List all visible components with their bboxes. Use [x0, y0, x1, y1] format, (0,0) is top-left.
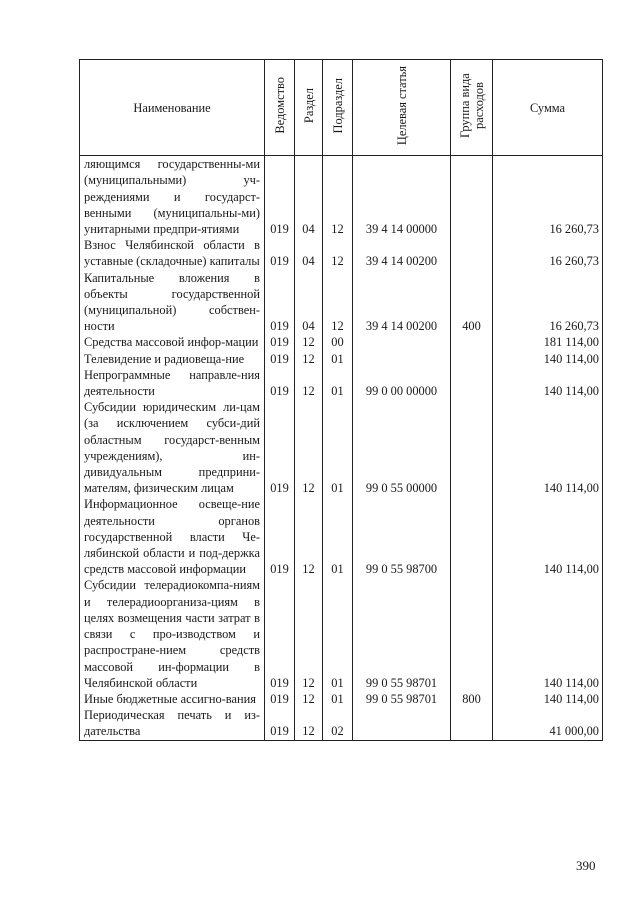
table-row: [80, 496, 603, 577]
row-sum: 140 114,00: [493, 577, 603, 690]
row-expense-group: 800: [451, 691, 493, 707]
row-section: 04: [295, 270, 323, 335]
row-expense-group: [451, 351, 493, 367]
row-name: ляющимся государственны-ми (муниципальными) уч-реждениями и государст-венными (муниципальны-ми) унитарными предпри-ятиями: [80, 156, 265, 238]
row-dept: 019: [265, 707, 295, 740]
row-section: 04: [295, 237, 323, 269]
row-name: Периодическая печать и из-дательства: [80, 707, 265, 740]
row-expense-group: [451, 156, 493, 238]
page-number: 390: [576, 858, 596, 873]
row-subsection: 01: [323, 367, 353, 399]
header-dept: Ведомство: [265, 60, 295, 156]
row-subsection: 01: [323, 351, 353, 367]
row-subsection: 12: [323, 156, 353, 238]
row-target: 39 4 14 00200: [353, 270, 451, 335]
table-body: [80, 156, 603, 740]
row-target: 99 0 55 00000: [353, 399, 451, 496]
row-target: [353, 351, 451, 367]
row-dept: 019: [265, 351, 295, 367]
row-expense-group: [451, 334, 493, 350]
row-section: 12: [295, 707, 323, 740]
row-sum: 140 114,00: [493, 496, 603, 577]
row-expense-group: [451, 577, 493, 690]
header-expense-group: Группа вида расходов: [451, 60, 493, 156]
row-name: Иные бюджетные ассигно-вания: [80, 691, 265, 707]
row-sum: 140 114,00: [493, 351, 603, 367]
row-target: 99 0 00 00000: [353, 367, 451, 399]
table-row: [80, 334, 603, 350]
row-sum: 181 114,00: [493, 334, 603, 350]
table-row: [80, 399, 603, 496]
row-dept: 019: [265, 496, 295, 577]
row-target: 39 4 14 00200: [353, 237, 451, 269]
row-subsection: 12: [323, 237, 353, 269]
table-row: [80, 156, 603, 238]
row-dept: 019: [265, 156, 295, 238]
row-sum: 41 000,00: [493, 707, 603, 740]
table-row: [80, 237, 603, 269]
row-expense-group: [451, 707, 493, 740]
row-dept: 019: [265, 270, 295, 335]
row-name: Взнос Челябинской области в уставные (складочные) капиталы: [80, 237, 265, 269]
row-target: 99 0 55 98701: [353, 577, 451, 690]
table-header-row: [80, 60, 603, 156]
table-row: [80, 707, 603, 740]
row-name: Непрограммные направле-ния деятельности: [80, 367, 265, 399]
row-sum: 140 114,00: [493, 399, 603, 496]
header-target: Целевая статья: [353, 60, 451, 156]
row-sum: 16 260,73: [493, 156, 603, 238]
row-subsection: 01: [323, 496, 353, 577]
row-target: [353, 334, 451, 350]
row-target: [353, 707, 451, 740]
row-section: 12: [295, 367, 323, 399]
row-name: Средства массовой инфор-мации: [80, 334, 265, 350]
header-subsection: Подраздел: [323, 60, 353, 156]
row-subsection: 01: [323, 399, 353, 496]
header-section: Раздел: [295, 60, 323, 156]
row-dept: 019: [265, 691, 295, 707]
header-name: Наименование: [80, 60, 265, 156]
row-name: Капитальные вложения в объекты государственной (муниципальной) собствен-ности: [80, 270, 265, 335]
row-subsection: 00: [323, 334, 353, 350]
table-row: [80, 270, 603, 335]
row-target: 99 0 55 98700: [353, 496, 451, 577]
row-expense-group: [451, 237, 493, 269]
row-subsection: 01: [323, 691, 353, 707]
row-expense-group: 400: [451, 270, 493, 335]
table-row: [80, 367, 603, 399]
row-dept: 019: [265, 334, 295, 350]
row-sum: 140 114,00: [493, 367, 603, 399]
row-dept: 019: [265, 399, 295, 496]
row-dept: 019: [265, 237, 295, 269]
row-dept: 019: [265, 577, 295, 690]
row-section: 12: [295, 334, 323, 350]
row-target: 39 4 14 00000: [353, 156, 451, 238]
budget-table: [79, 59, 603, 741]
row-sum: 16 260,73: [493, 270, 603, 335]
row-name: Субсидии телерадиокомпа-ниям и телерадиоорганиза-циям в целях возмещения части затрат в связи с про-изводством и распростране-нием средств массовой ин-формации в Челябинской области: [80, 577, 265, 690]
row-section: 12: [295, 577, 323, 690]
row-expense-group: [451, 496, 493, 577]
header-sum: Сумма: [493, 60, 603, 156]
row-subsection: 02: [323, 707, 353, 740]
row-name: Информационное освеще-ние деятельности органов государственной власти Че-лябинской области и под-держка средств массовой информации: [80, 496, 265, 577]
row-subsection: 12: [323, 270, 353, 335]
table-row: [80, 577, 603, 690]
row-subsection: 01: [323, 577, 353, 690]
row-expense-group: [451, 367, 493, 399]
row-section: 12: [295, 496, 323, 577]
row-name: Телевидение и радиовеща-ние: [80, 351, 265, 367]
row-sum: 16 260,73: [493, 237, 603, 269]
table-row: [80, 691, 603, 707]
row-section: 12: [295, 351, 323, 367]
row-name: Субсидии юридическим ли-цам (за исключением субси-дий областным государст-венным учреждениям), ин-дивидуальным предприни-мателям, физическим лицам: [80, 399, 265, 496]
row-section: 12: [295, 399, 323, 496]
row-section: 12: [295, 691, 323, 707]
row-sum: 140 114,00: [493, 691, 603, 707]
row-expense-group: [451, 399, 493, 496]
row-section: 04: [295, 156, 323, 238]
row-dept: 019: [265, 367, 295, 399]
table-row: [80, 351, 603, 367]
row-target: 99 0 55 98701: [353, 691, 451, 707]
